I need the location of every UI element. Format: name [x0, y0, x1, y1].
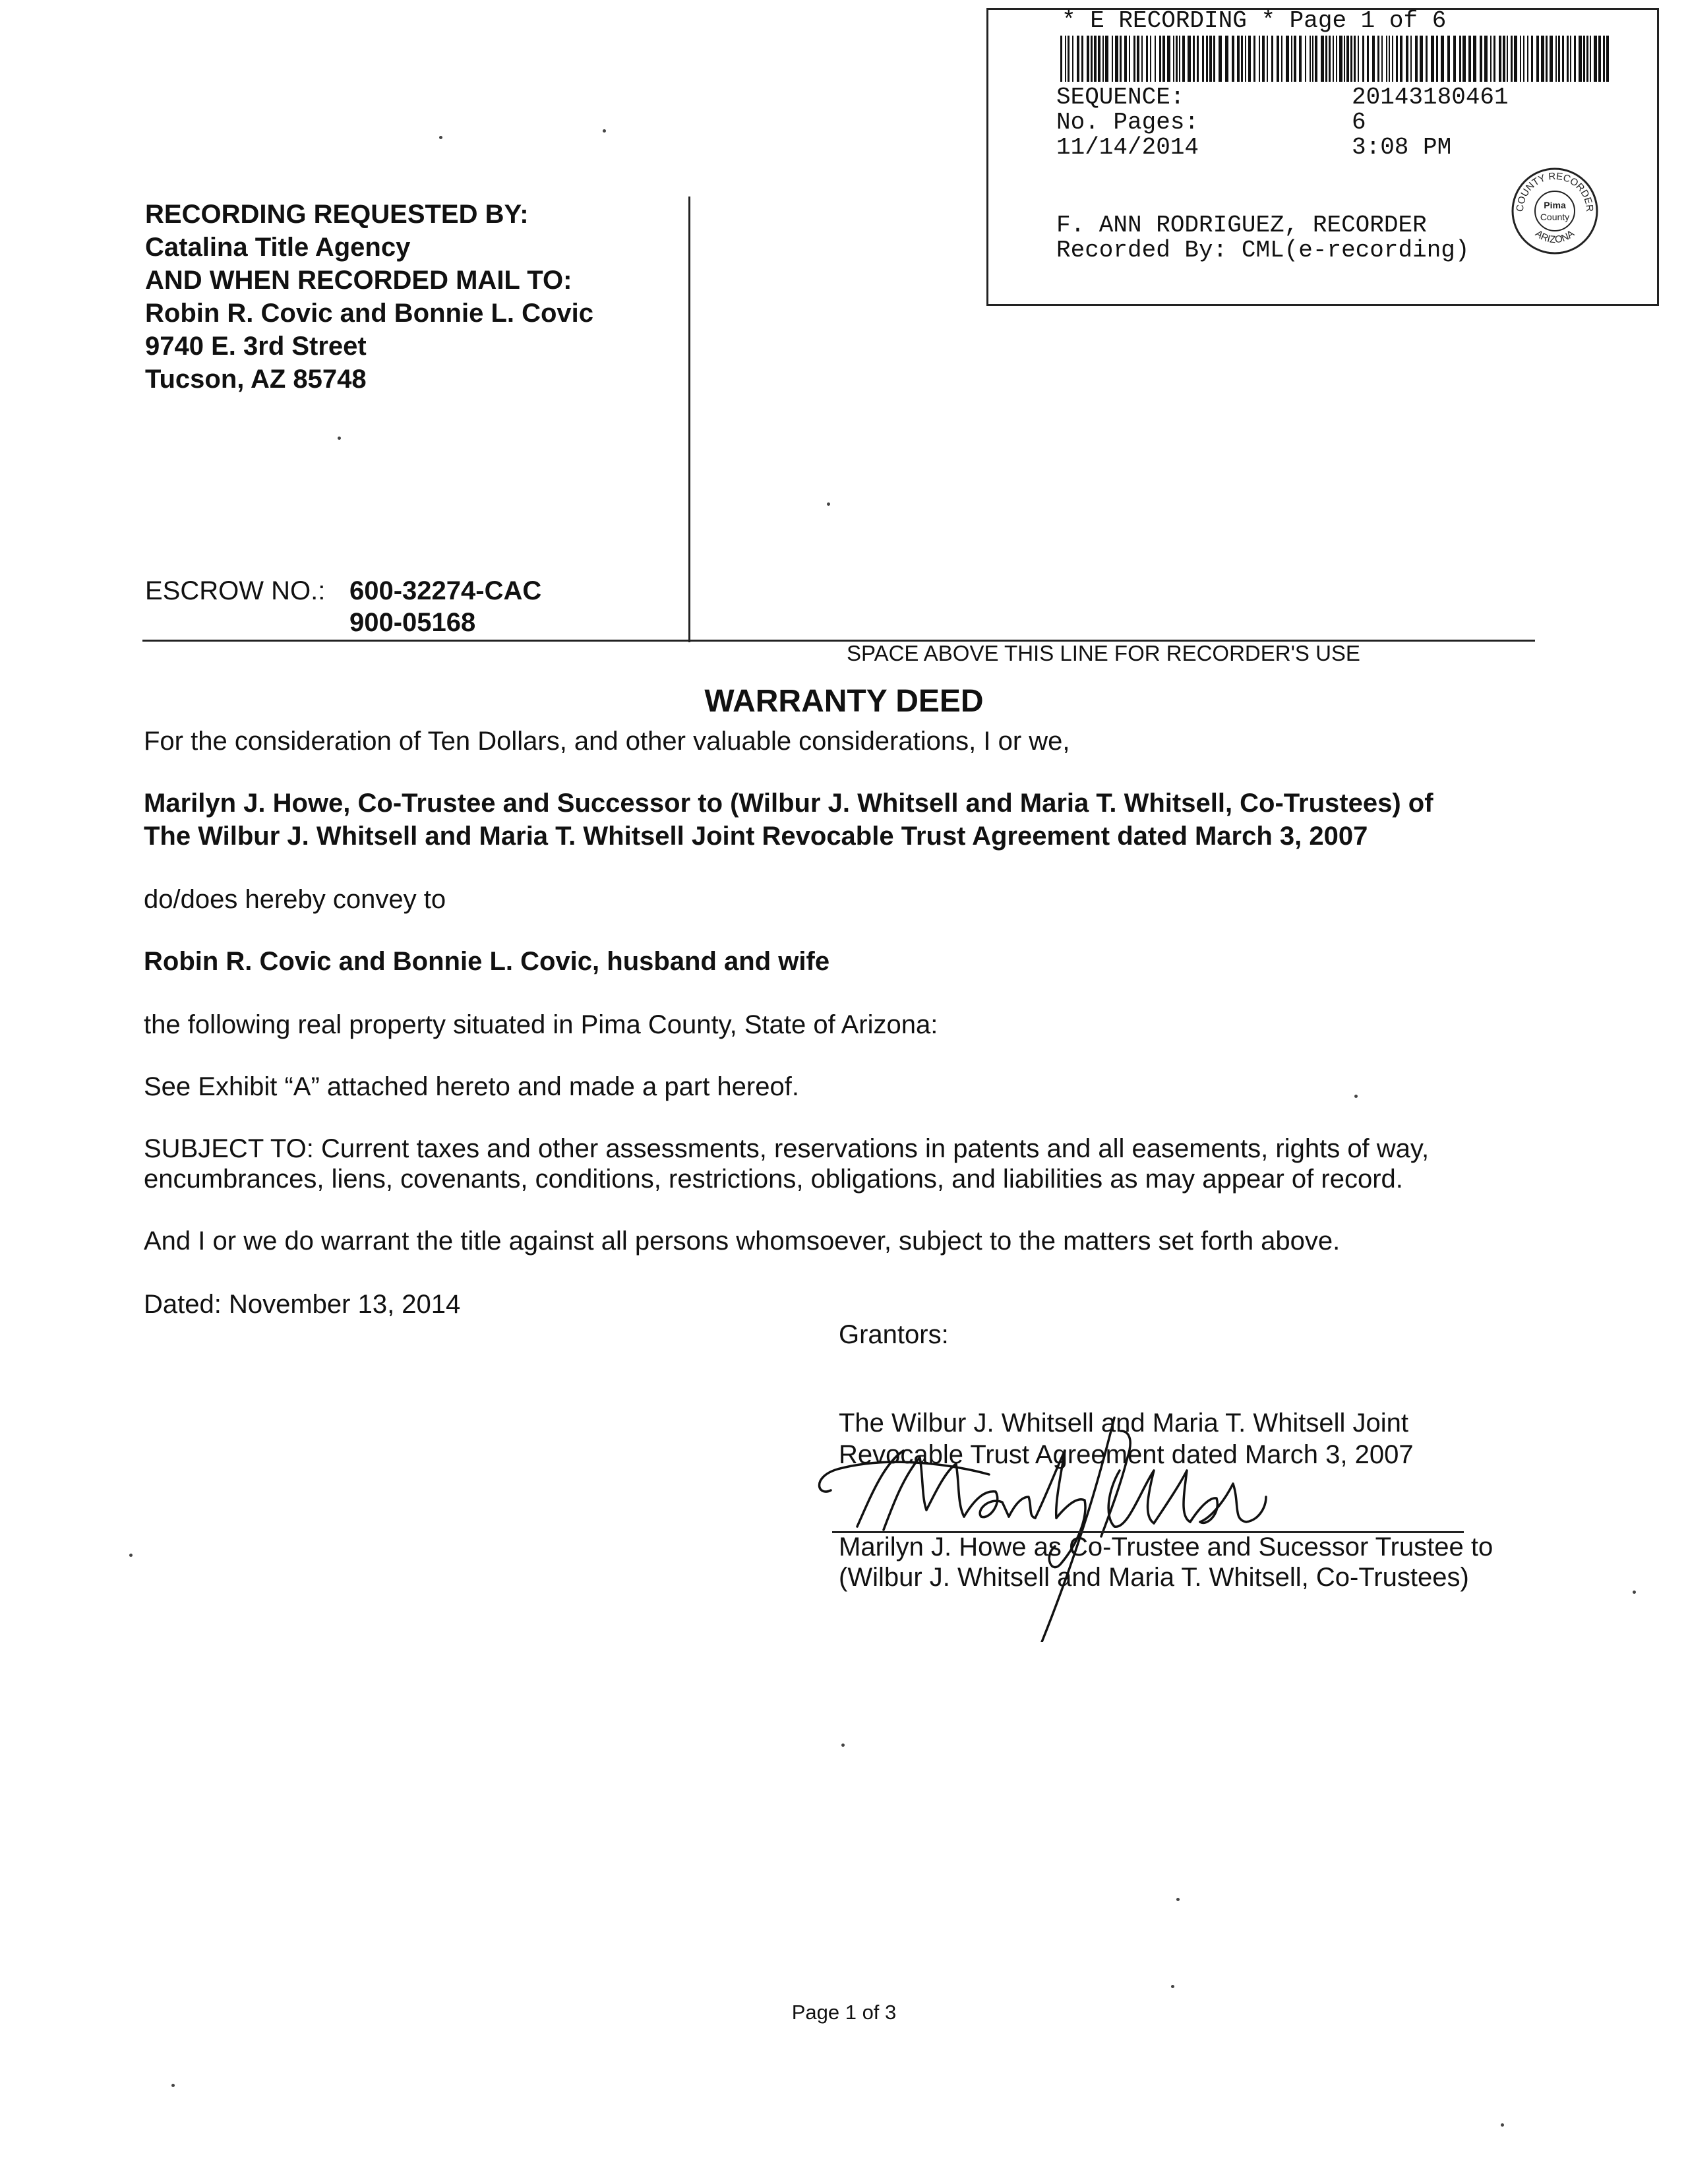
barcode-bar [1105, 36, 1108, 82]
escrow-number-1: 600-32274-CAC [349, 576, 542, 605]
recorder-name: F. ANN RODRIGUEZ, RECORDER [1056, 212, 1427, 239]
seal-top-text: COUNTY RECORDER [1514, 170, 1596, 212]
subject-to-line-1: SUBJECT TO: Current taxes and other assessments, reservations in patents and all easements, rights of way, [144, 1134, 1430, 1163]
barcode-bar [1167, 36, 1170, 82]
barcode-bar [1150, 36, 1151, 82]
barcode-bar [1586, 36, 1588, 82]
barcode-bar [1202, 36, 1204, 82]
barcode-bar [1473, 36, 1476, 82]
barcode-bar [1120, 36, 1122, 82]
barcode-bar [1392, 36, 1393, 82]
barcode-bar [1590, 36, 1591, 82]
barcode-bar [1162, 36, 1165, 82]
barcode-bar [1396, 36, 1398, 82]
barcode-bar [1286, 36, 1289, 82]
barcode-bar [1129, 36, 1130, 82]
barcode-bar [1155, 36, 1156, 82]
barcode-bar [1503, 36, 1505, 82]
barcode-bar [1377, 36, 1379, 82]
barcode-bar [1410, 36, 1412, 82]
barcode-bar [1574, 36, 1576, 82]
barcode-bar [1182, 36, 1185, 82]
exhibit-text: See Exhibit “A” attached hereto and made a part hereof. [144, 1072, 799, 1101]
barcode-bar [1081, 36, 1083, 82]
barcode-bar [1213, 36, 1215, 82]
barcode-bar [1259, 36, 1260, 82]
barcode-bar [1124, 36, 1127, 82]
barcode-bar [1550, 36, 1553, 82]
barcode-bar [1087, 36, 1089, 82]
barcode-bar [1176, 36, 1178, 82]
consideration-text: For the consideration of Ten Dollars, and other valuable considerations, I or we, [144, 727, 1070, 756]
barcode-bar [1555, 36, 1557, 82]
barcode-bar [1431, 36, 1434, 82]
barcode-bar [1358, 36, 1359, 82]
barcode-bar [1312, 36, 1313, 82]
county-recorder-seal [1509, 165, 1601, 257]
barcode-bar [1579, 36, 1582, 82]
barcode-bar [1536, 36, 1539, 82]
barcode-bar [1468, 36, 1471, 82]
barcode-bar [1493, 36, 1495, 82]
scan-speck [1633, 1591, 1636, 1594]
barcode-bar [1305, 36, 1306, 82]
barcode-bar [1225, 36, 1228, 82]
grantor-line-1: Marilyn J. Howe, Co-Trustee and Successor to (Wilbur J. Whitsell and Maria T. Whitsell, Co-Trustees) of [144, 789, 1433, 818]
barcode-bar [1603, 36, 1605, 82]
barcode-bar [1520, 36, 1521, 82]
barcode-bar [1558, 36, 1560, 82]
barcode-bar [1262, 36, 1265, 82]
recorded-by: Recorded By: CML(e-recording) [1056, 237, 1470, 264]
scan-speck [603, 129, 606, 133]
barcode-bar [1329, 36, 1331, 82]
barcode-bar [1267, 36, 1268, 82]
barcode-bar [1271, 36, 1273, 82]
scan-speck [1176, 1898, 1180, 1901]
page-number: Page 1 of 3 [791, 2001, 897, 2024]
barcode-bar [1068, 36, 1070, 82]
barcode-bar [1299, 36, 1302, 82]
barcode-bar [1523, 36, 1524, 82]
vertical-divider [688, 197, 690, 642]
barcode-bar [1507, 36, 1508, 82]
barcode-bar [1315, 36, 1317, 82]
barcode-bar [1499, 36, 1501, 82]
barcode-bar [1462, 36, 1466, 82]
sequence-label: SEQUENCE: [1056, 84, 1185, 111]
barcode-bar [1241, 36, 1243, 82]
grantors-label: Grantors: [839, 1320, 949, 1349]
barcode-bar [1490, 36, 1492, 82]
barcode-bar [1426, 36, 1428, 82]
scan-speck [439, 136, 442, 139]
barcode-bar [1453, 36, 1456, 82]
barcode-bar [1567, 36, 1569, 82]
barcode-bar [1459, 36, 1461, 82]
requested-by-label: RECORDING REQUESTED BY: [145, 200, 529, 229]
mail-to-label: AND WHEN RECORDED MAIL TO: [145, 266, 572, 295]
barcode-bar [1336, 36, 1337, 82]
barcode-bar [1415, 36, 1418, 82]
barcode-bar [1531, 36, 1533, 82]
barcode-bar [1480, 36, 1482, 82]
barcode-bar [1546, 36, 1548, 82]
barcode-bar [1441, 36, 1444, 82]
barcode-bar [1179, 36, 1180, 82]
barcode-bar [1406, 36, 1408, 82]
barcode-bar [1159, 36, 1161, 82]
barcode-bar [1420, 36, 1423, 82]
trust-name-line-2: Revocable Trust Agreement dated March 3, 2007 [839, 1440, 1414, 1469]
barcode-bar [1294, 36, 1296, 82]
seal-center-text-2: County [1540, 212, 1570, 222]
recorder-use-note: SPACE ABOVE THIS LINE FOR RECORDER'S USE [847, 641, 1360, 665]
barcode-bar [1102, 36, 1104, 82]
barcode-bar [1362, 36, 1364, 82]
barcode-bar [1277, 36, 1279, 82]
barcode-bar [1245, 36, 1246, 82]
grantor-line-2: The Wilbur J. Whitsell and Maria T. Whitsell Joint Revocable Trust Agreement dated March 3, 2007 [144, 822, 1368, 851]
address-line-2: Tucson, AZ 85748 [145, 365, 367, 394]
scan-speck [827, 502, 830, 506]
barcode-bar [1562, 36, 1564, 82]
dated-text: Dated: November 13, 2014 [144, 1290, 461, 1319]
scan-speck [1171, 1985, 1174, 1988]
property-text: the following real property situated in Pima County, State of Arizona: [144, 1010, 938, 1039]
barcode-bar [1447, 36, 1450, 82]
grantee-text: Robin R. Covic and Bonnie L. Covic, husband and wife [144, 947, 830, 976]
barcode-bar [1511, 36, 1513, 82]
barcode-bar [1112, 36, 1113, 82]
barcode-bar [1209, 36, 1212, 82]
barcode-bar [1077, 36, 1079, 82]
barcode-bar [1339, 36, 1342, 82]
barcode-bar [1060, 36, 1062, 82]
scan-speck [1354, 1095, 1358, 1098]
warrant-text: And I or we do warrant the title against all persons whomsoever, subject to the matters set forth above. [144, 1227, 1341, 1256]
barcode-bar [1219, 36, 1222, 82]
barcode-bar [1541, 36, 1544, 82]
sequence-value: 20143180461 [1352, 84, 1509, 111]
pages-value: 6 [1352, 109, 1366, 136]
barcode-bar [1248, 36, 1251, 82]
scan-speck [841, 1744, 845, 1747]
barcode-bar [1206, 36, 1208, 82]
barcode-bar [1310, 36, 1311, 82]
barcode-bar [1346, 36, 1349, 82]
barcode-bar [1321, 36, 1324, 82]
barcode-bar [1436, 36, 1438, 82]
convey-text: do/does hereby convey to [144, 885, 446, 914]
seal-center-text-1: Pima [1544, 200, 1566, 210]
barcode-bar [1137, 36, 1139, 82]
barcode-bar [1350, 36, 1352, 82]
barcode-bar [1527, 36, 1528, 82]
barcode-bar [1091, 36, 1093, 82]
signer-line-2: (Wilbur J. Whitsell and Maria T. Whitsell, Co-Trustees) [839, 1563, 1469, 1592]
barcode-bar [1598, 36, 1601, 82]
barcode-bar [1141, 36, 1143, 82]
barcode-bar [1253, 36, 1255, 82]
barcode-bar [1133, 36, 1135, 82]
subject-to-line-2: encumbrances, liens, covenants, conditions, restrictions, obligations, and liabilities as may appear of record. [144, 1165, 1403, 1194]
barcode-bar [1281, 36, 1282, 82]
barcode-bar [1386, 36, 1387, 82]
recorder-header: * E RECORDING * Page 1 of 6 [1062, 7, 1447, 34]
barcode-bar [1094, 36, 1097, 82]
barcode-bar [1514, 36, 1517, 82]
barcode-bar [1237, 36, 1240, 82]
scan-speck [338, 437, 341, 440]
document-title: WARRANTY DEED [704, 684, 984, 719]
scan-speck [129, 1554, 133, 1557]
barcode-bar [1291, 36, 1292, 82]
barcode-bar [1389, 36, 1390, 82]
handwritten-signature [811, 1391, 1299, 1642]
barcode-bar [1098, 36, 1100, 82]
barcode-bar [1606, 36, 1609, 82]
barcode-bar [1400, 36, 1402, 82]
pages-label: No. Pages: [1056, 109, 1199, 136]
barcode [1060, 36, 1612, 82]
barcode-bar [1146, 36, 1148, 82]
recording-time: 3:08 PM [1352, 134, 1452, 161]
barcode-bar [1173, 36, 1174, 82]
barcode-bar [1333, 36, 1334, 82]
scan-speck [1501, 2123, 1504, 2127]
barcode-bar [1594, 36, 1597, 82]
escrow-number-2: 900-05168 [349, 608, 476, 637]
seal-bottom-text: ARIZONA [1533, 228, 1577, 246]
barcode-bar [1381, 36, 1383, 82]
barcode-bar [1232, 36, 1234, 82]
barcode-bar [1354, 36, 1356, 82]
mail-to-name: Robin R. Covic and Bonnie L. Covic [145, 299, 594, 328]
barcode-bar [1570, 36, 1571, 82]
recording-date: 11/14/2014 [1056, 134, 1199, 161]
address-line-1: 9740 E. 3rd Street [145, 332, 367, 361]
barcode-bar [1188, 36, 1191, 82]
scan-speck [171, 2084, 175, 2087]
barcode-bar [1325, 36, 1327, 82]
barcode-bar [1367, 36, 1369, 82]
barcode-bar [1072, 36, 1073, 82]
escrow-label: ESCROW NO.: [145, 576, 326, 605]
barcode-bar [1197, 36, 1199, 82]
signer-line-1: Marilyn J. Howe as Co-Trustee and Sucessor Trustee to [839, 1532, 1493, 1562]
requested-by: Catalina Title Agency [145, 233, 411, 262]
barcode-bar [1115, 36, 1118, 82]
barcode-bar [1583, 36, 1585, 82]
barcode-bar [1372, 36, 1375, 82]
barcode-bar [1344, 36, 1345, 82]
barcode-bar [1193, 36, 1195, 82]
barcode-bar [1484, 36, 1488, 82]
trust-name-line-1: The Wilbur J. Whitsell and Maria T. Whitsell Joint [839, 1409, 1408, 1438]
barcode-bar [1065, 36, 1066, 82]
